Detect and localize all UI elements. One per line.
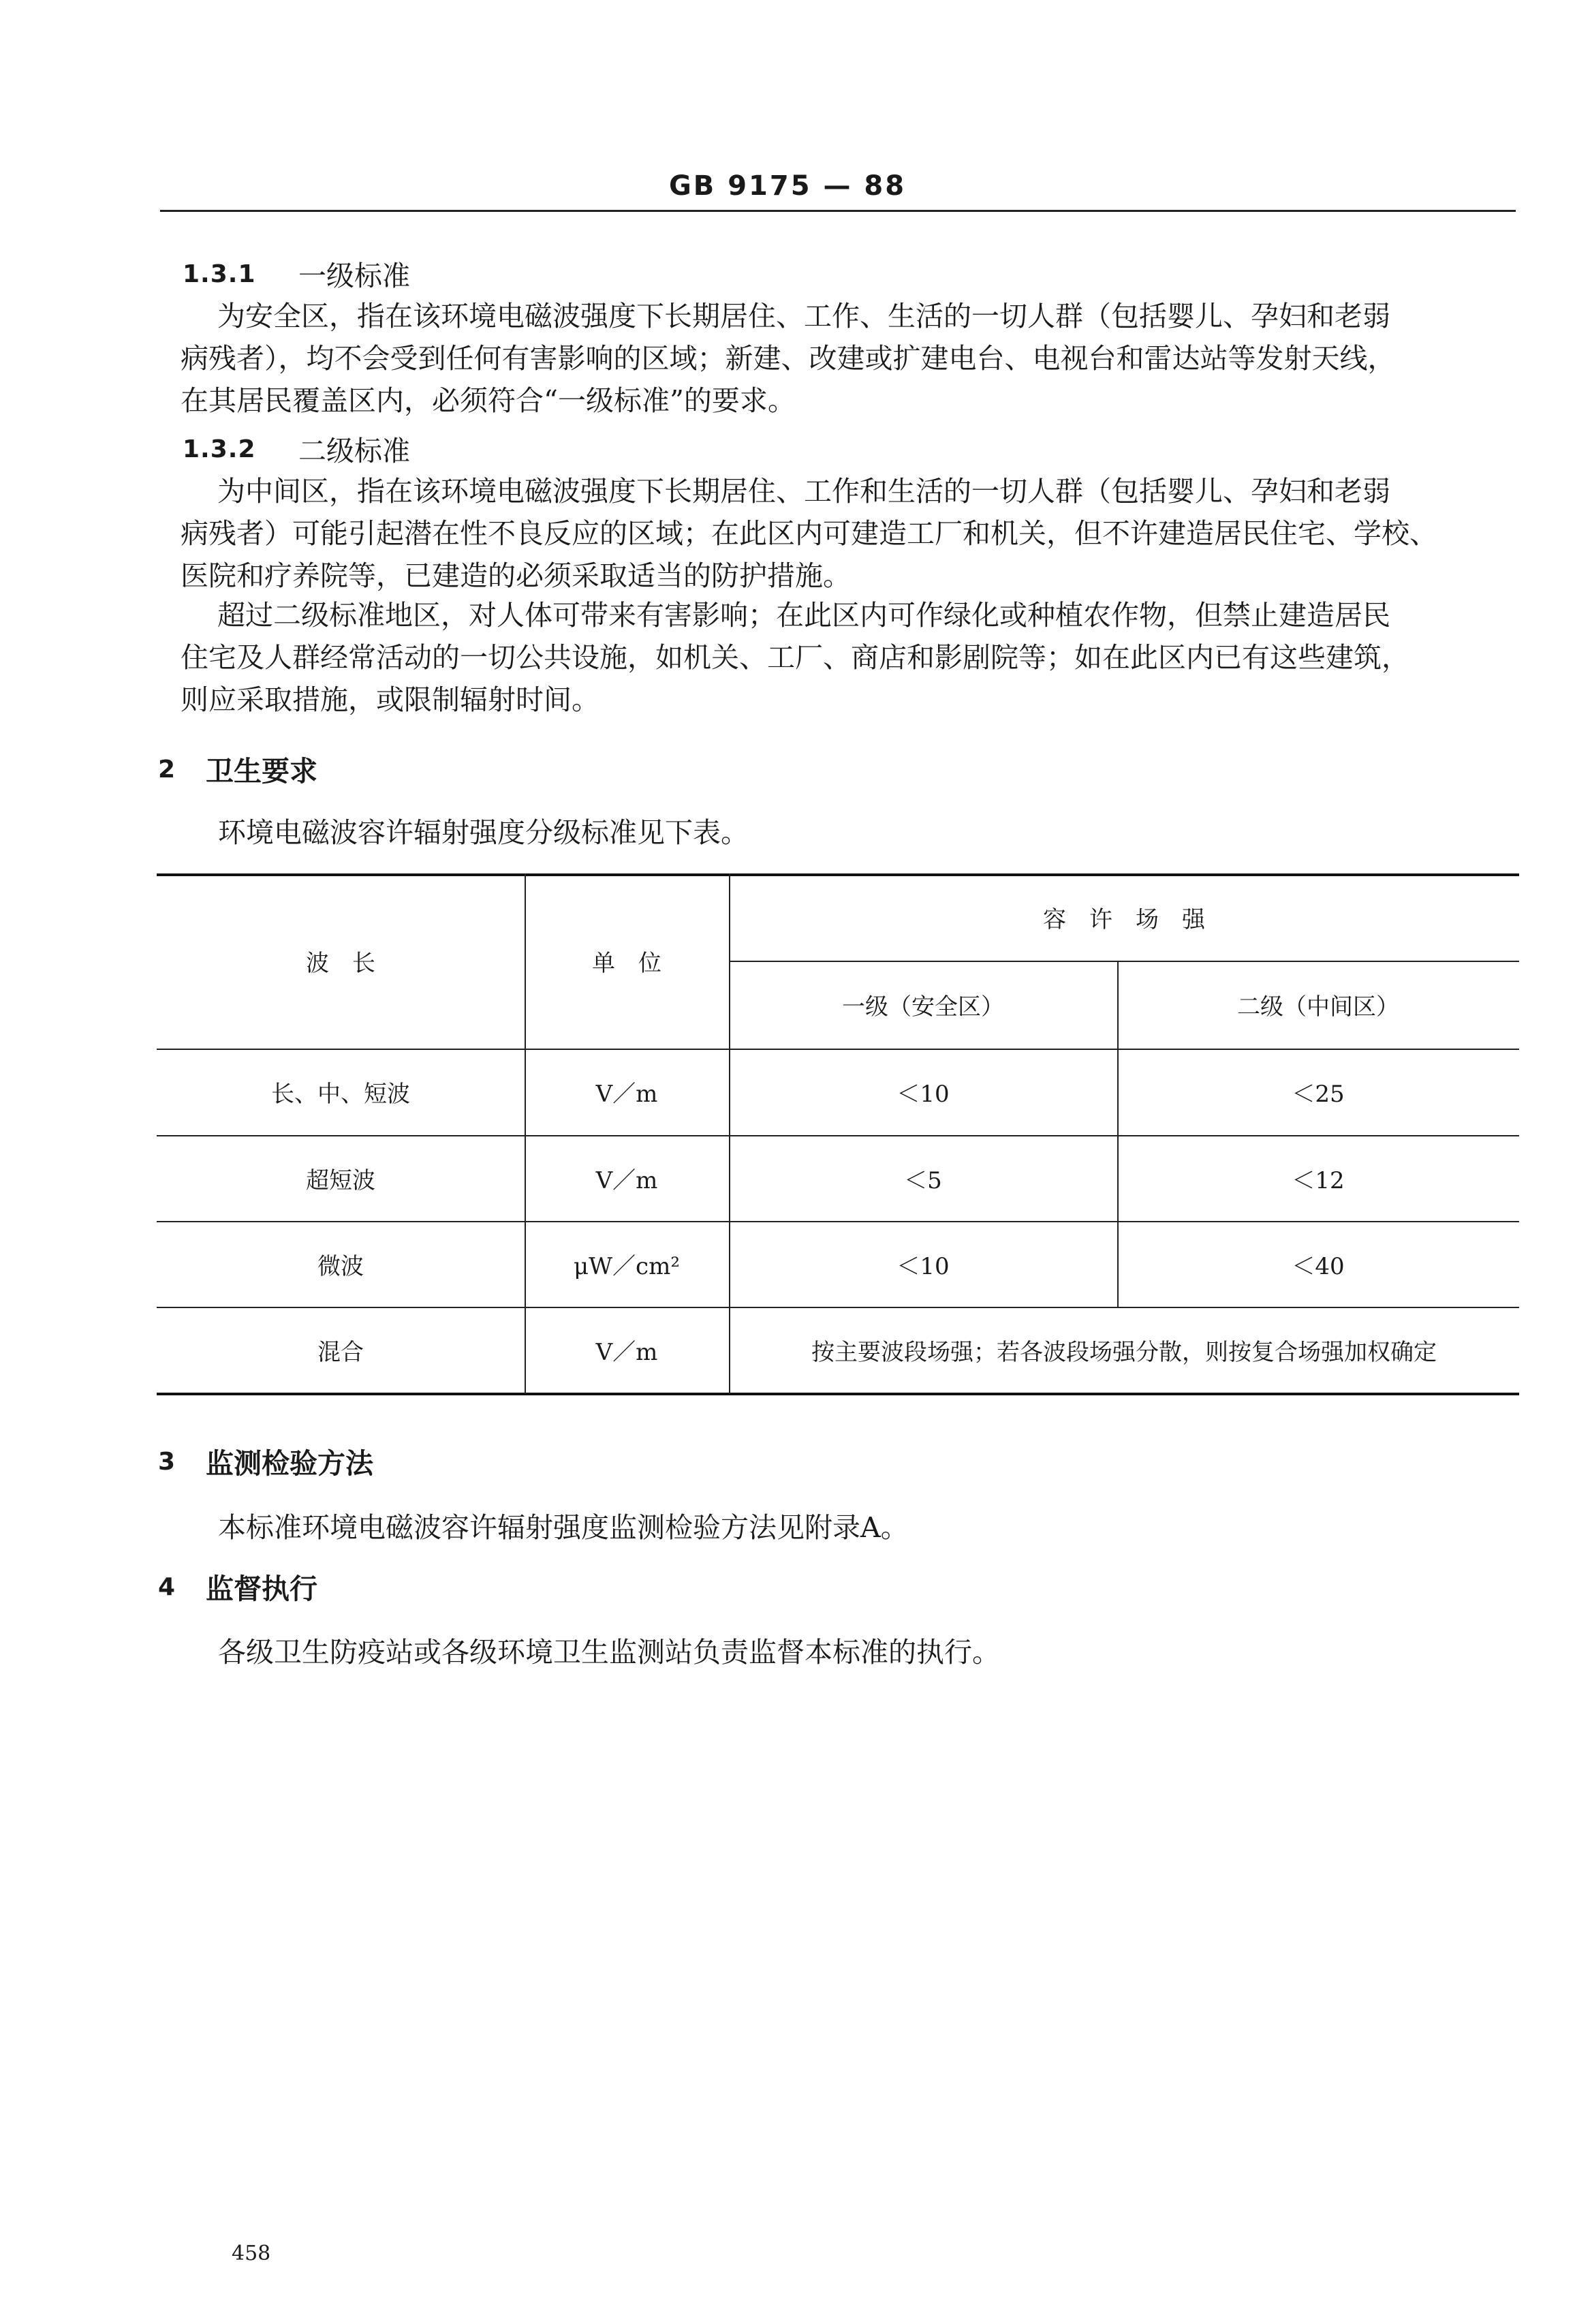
header-wavelength: 波 长 [306,950,375,977]
section-2-number: 2 [158,756,176,784]
section-4-text: 各级卫生防疫站或各级环境卫生监测站负责监督本标准的执行。 [218,1636,1000,1669]
paragraph-line: 病残者）可能引起潜在性不良反应的区域；在此区内可建造工厂和机关，但不许建造居民住宅、学校、 [181,517,1437,550]
section-1-3-1-number: 1.3.1 [183,260,256,288]
paragraph-line: 为中间区，指在该环境电磁波强度下长期居住、工作和生活的一切人群（包括婴儿、孕妇和老弱 [217,475,1390,508]
section-3-title: 监测检验方法 [206,1447,373,1480]
paragraph-line: 为安全区，指在该环境电磁波强度下长期居住、工作、生活的一切人群（包括婴儿、孕妇和老弱 [217,300,1390,332]
section-1-3-2-body [181,470,1437,597]
paragraph-line: 在其居民覆盖区内，必须符合“一级标准”的要求。 [181,384,796,417]
header-unit: 单 位 [592,950,661,977]
row-4-wavelength: 混合 [317,1338,364,1366]
header-allowed-field-strength: 容 许 场 强 [1043,905,1205,933]
section-3-text: 本标准环境电磁波容许辐射强度监测检验方法见附录A。 [218,1511,909,1544]
paragraph-line: 医院和疗养院等，已建造的必须采取适当的防护措施。 [181,559,851,592]
row-2-unit: V／m [595,1166,658,1194]
header-level-2: 二级（中间区） [1237,993,1399,1021]
radiation-standard-table [157,873,1519,1398]
row-1-level-1: ＜10 [896,1081,950,1108]
row-2-level-2: ＜12 [1292,1166,1345,1194]
row-2-level-1: ＜5 [904,1166,942,1194]
row-3-level-2: ＜40 [1292,1252,1345,1280]
row-3-wavelength: 微波 [317,1252,364,1280]
table-bottom-rule [157,1393,1519,1395]
section-1-3-1-title: 一级标准 [298,260,410,292]
paragraph-line: 则应采取措施，或限制辐射时间。 [181,683,599,716]
section-1-3-1-body [181,295,1396,422]
row-1-unit: V／m [595,1081,658,1108]
section-2-intro: 环境电磁波容许辐射强度分级标准见下表。 [218,816,749,849]
row-1-wavelength: 长、中、短波 [271,1081,410,1108]
row-3-level-1: ＜10 [896,1252,950,1280]
section-1-3-2-title: 二级标准 [298,435,410,467]
row-4-merged-note: 按主要波段场强；若各波段场强分散，则按复合场强加权确定 [811,1338,1437,1366]
document-code: GB 9175 — 88 [668,170,907,202]
beyond-level-2-paragraph [181,594,1409,721]
row-4-unit: V／m [595,1338,658,1366]
section-2-title: 卫生要求 [206,755,317,788]
row-2-wavelength: 超短波 [306,1166,375,1194]
section-1-3-2-number: 1.3.2 [183,435,256,463]
section-4-number: 4 [158,1573,176,1601]
section-3-number: 3 [158,1448,176,1476]
paragraph-line: 住宅及人群经常活动的一切公共设施，如机关、工厂、商店和影剧院等；如在此区内已有这些建筑， [181,641,1409,674]
paragraph-line: 超过二级标准地区，对人体可带来有害影响；在此区内可作绿化或种植农作物，但禁止建造居民 [217,599,1390,632]
page-number: 458 [232,2242,271,2265]
paragraph-line: 病残者），均不会受到任何有害影响的区域；新建、改建或扩建电台、电视台和雷达站等发射天线， [181,342,1396,375]
row-3-unit: μW／cm² [574,1252,680,1280]
header-level-1: 一级（安全区） [842,993,1004,1021]
section-4-title: 监督执行 [206,1572,317,1605]
header-rule [160,210,1516,212]
row-1-level-2: ＜25 [1292,1081,1345,1108]
